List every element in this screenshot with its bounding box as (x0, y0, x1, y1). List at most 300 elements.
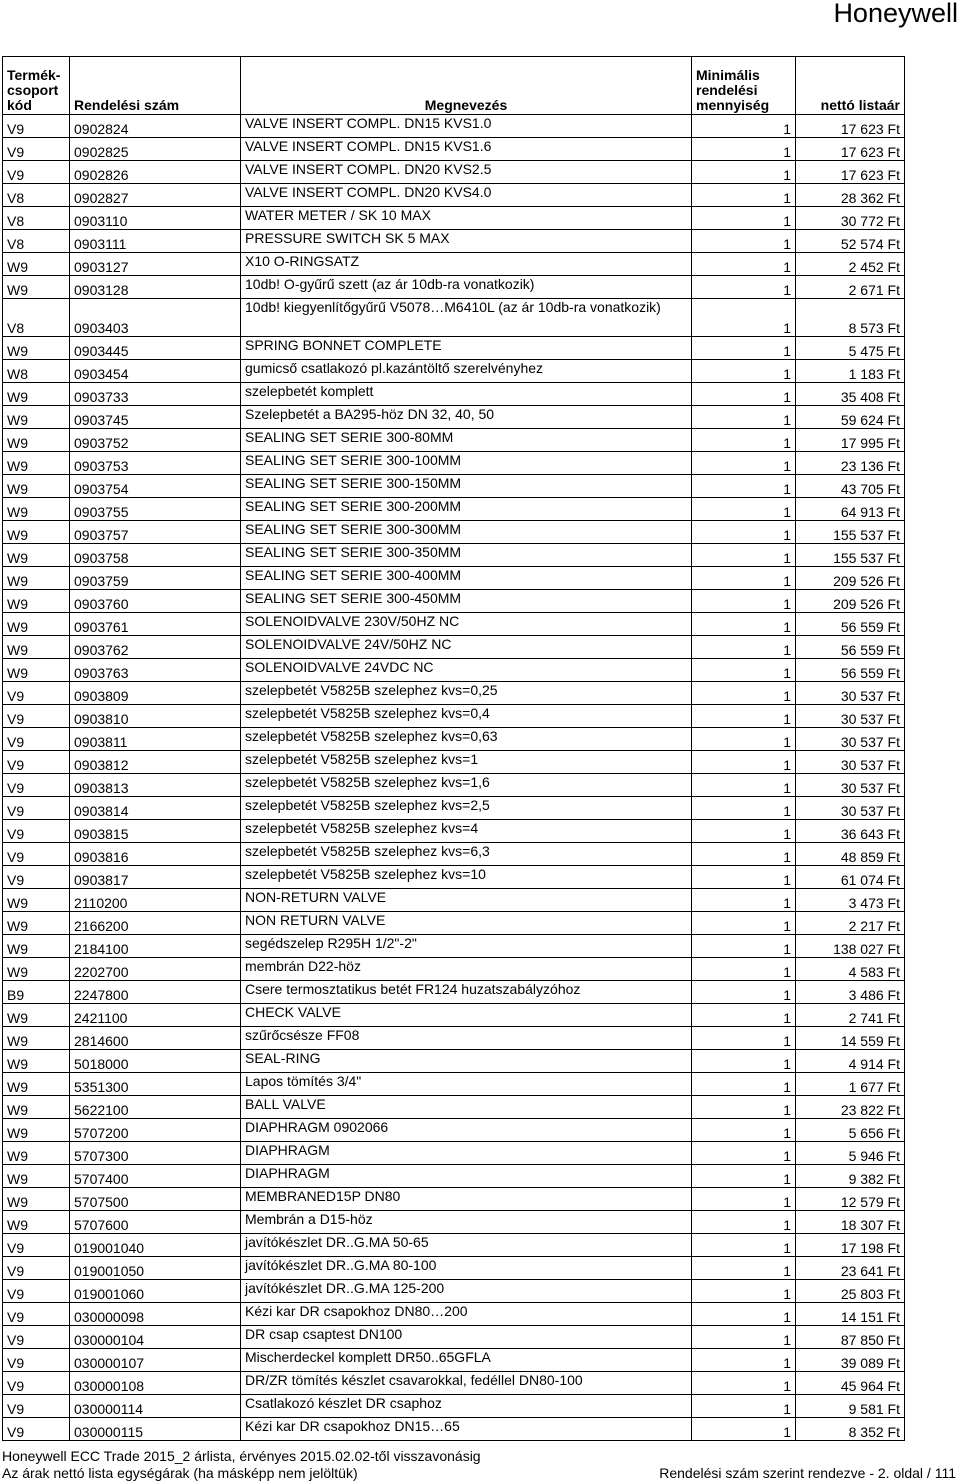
cell-min-quantity: 1 (692, 866, 796, 889)
cell-group-code: V8 (3, 299, 70, 337)
cell-min-quantity: 1 (692, 590, 796, 613)
table-row (3, 452, 905, 475)
cell-group-code: W9 (3, 935, 70, 958)
cell-net-price: 1 677 Ft (796, 1073, 905, 1096)
cell-group-code: W9 (3, 521, 70, 544)
table-row (3, 498, 905, 521)
cell-description: javítókészlet DR..G.MA 125-200 (241, 1280, 692, 1303)
table-row (3, 184, 905, 207)
cell-group-code: V9 (3, 1234, 70, 1257)
cell-order-number: 0902824 (70, 115, 241, 138)
cell-description: SEAL-RING (241, 1050, 692, 1073)
cell-description: SOLENOIDVALVE 230V/50HZ NC (241, 613, 692, 636)
cell-min-quantity: 1 (692, 337, 796, 360)
table-row (3, 475, 905, 498)
cell-order-number: 0903752 (70, 429, 241, 452)
cell-net-price: 30 537 Ft (796, 797, 905, 820)
cell-min-quantity: 1 (692, 1142, 796, 1165)
cell-net-price: 4 583 Ft (796, 958, 905, 981)
cell-order-number: 0903759 (70, 567, 241, 590)
cell-description: DR/ZR tömítés készlet csavarokkal, fedéllel DN80-100 (241, 1372, 692, 1395)
cell-order-number: 5707500 (70, 1188, 241, 1211)
table-row (3, 935, 905, 958)
cell-description: DR csap csaptest DN100 (241, 1326, 692, 1349)
cell-net-price: 5 946 Ft (796, 1142, 905, 1165)
cell-min-quantity: 1 (692, 1395, 796, 1418)
cell-description: szelepbetét V5825B szelephez kvs=0,63 (241, 728, 692, 751)
cell-min-quantity: 1 (692, 161, 796, 184)
table-row (3, 1372, 905, 1395)
price-list-table (2, 56, 905, 1441)
cell-order-number: 0903110 (70, 207, 241, 230)
table-row (3, 115, 905, 138)
cell-description: Szelepbetét a BA295-höz DN 32, 40, 50 (241, 406, 692, 429)
cell-min-quantity: 1 (692, 1050, 796, 1073)
cell-order-number: 2247800 (70, 981, 241, 1004)
cell-description: SOLENOIDVALVE 24V/50HZ NC (241, 636, 692, 659)
cell-net-price: 18 307 Ft (796, 1211, 905, 1234)
cell-group-code: W9 (3, 1165, 70, 1188)
table-row (3, 383, 905, 406)
table-row (3, 1395, 905, 1418)
table-row (3, 1073, 905, 1096)
cell-group-code: W9 (3, 544, 70, 567)
table-row (3, 1165, 905, 1188)
table-row (3, 1303, 905, 1326)
cell-description: segédszelep R295H 1/2"-2" (241, 935, 692, 958)
footer-page-info: Rendelési szám szerint rendezve - 2. oldal / 111 (659, 1465, 956, 1481)
table-row (3, 567, 905, 590)
cell-group-code: W9 (3, 1119, 70, 1142)
cell-description: Membrán a D15-höz (241, 1211, 692, 1234)
footer-notes (2, 1465, 956, 1481)
cell-description: VALVE INSERT COMPL. DN20 KVS2.5 (241, 161, 692, 184)
cell-min-quantity: 1 (692, 682, 796, 705)
cell-min-quantity: 1 (692, 1372, 796, 1395)
cell-description: szelepbetét V5825B szelephez kvs=6,3 (241, 843, 692, 866)
cell-group-code: W9 (3, 613, 70, 636)
cell-description: szűrőcsésze FF08 (241, 1027, 692, 1050)
cell-description: membrán D22-höz (241, 958, 692, 981)
cell-group-code: W9 (3, 659, 70, 682)
header-order-number: Rendelési szám (70, 57, 241, 115)
cell-min-quantity: 1 (692, 521, 796, 544)
cell-description: X10 O-RINGSATZ (241, 253, 692, 276)
cell-net-price: 30 772 Ft (796, 207, 905, 230)
cell-description: Lapos tömítés 3/4" (241, 1073, 692, 1096)
cell-order-number: 2202700 (70, 958, 241, 981)
cell-net-price: 155 537 Ft (796, 521, 905, 544)
cell-group-code: V9 (3, 728, 70, 751)
cell-description: gumicső csatlakozó pl.kazántöltő szerelvényhez (241, 360, 692, 383)
table-row (3, 751, 905, 774)
cell-net-price: 5 475 Ft (796, 337, 905, 360)
cell-group-code: V9 (3, 1349, 70, 1372)
cell-min-quantity: 1 (692, 115, 796, 138)
cell-order-number: 5018000 (70, 1050, 241, 1073)
cell-description: szelepbetét V5825B szelephez kvs=1 (241, 751, 692, 774)
table-row (3, 958, 905, 981)
cell-order-number: 0903817 (70, 866, 241, 889)
cell-min-quantity: 1 (692, 567, 796, 590)
table-row (3, 1004, 905, 1027)
cell-order-number: 0903763 (70, 659, 241, 682)
cell-net-price: 23 641 Ft (796, 1257, 905, 1280)
cell-description: szelepbetét V5825B szelephez kvs=4 (241, 820, 692, 843)
cell-group-code: W9 (3, 889, 70, 912)
header-group-code: Termék- csoport kód (3, 57, 70, 115)
cell-description: SEALING SET SERIE 300-80MM (241, 429, 692, 452)
cell-min-quantity: 1 (692, 1027, 796, 1050)
cell-group-code: V9 (3, 820, 70, 843)
cell-group-code: W9 (3, 276, 70, 299)
cell-net-price: 17 995 Ft (796, 429, 905, 452)
table-row (3, 797, 905, 820)
cell-description: Kézi kar DR csapokhoz DN15…65 (241, 1418, 692, 1441)
cell-order-number: 0903127 (70, 253, 241, 276)
table-row (3, 590, 905, 613)
cell-order-number: 019001060 (70, 1280, 241, 1303)
cell-net-price: 28 362 Ft (796, 184, 905, 207)
cell-min-quantity: 1 (692, 613, 796, 636)
cell-description: 10db! O-gyűrű szett (az ár 10db-ra vonatkozik) (241, 276, 692, 299)
cell-min-quantity: 1 (692, 659, 796, 682)
brand-logo-text: Honeywell (833, 0, 958, 28)
cell-net-price: 30 537 Ft (796, 751, 905, 774)
cell-net-price: 209 526 Ft (796, 590, 905, 613)
cell-order-number: 2421100 (70, 1004, 241, 1027)
cell-min-quantity: 1 (692, 360, 796, 383)
cell-group-code: V9 (3, 751, 70, 774)
cell-group-code: V9 (3, 1303, 70, 1326)
cell-group-code: V9 (3, 1326, 70, 1349)
cell-order-number: 0903111 (70, 230, 241, 253)
cell-group-code: W9 (3, 1096, 70, 1119)
cell-description: szelepbetét V5825B szelephez kvs=0,4 (241, 705, 692, 728)
cell-group-code: V8 (3, 207, 70, 230)
table-row (3, 1211, 905, 1234)
cell-net-price: 14 151 Ft (796, 1303, 905, 1326)
table-row (3, 337, 905, 360)
cell-description: NON RETURN VALVE (241, 912, 692, 935)
cell-min-quantity: 1 (692, 544, 796, 567)
cell-min-quantity: 1 (692, 1096, 796, 1119)
cell-net-price: 5 656 Ft (796, 1119, 905, 1142)
cell-net-price: 2 217 Ft (796, 912, 905, 935)
cell-min-quantity: 1 (692, 636, 796, 659)
cell-order-number: 5351300 (70, 1073, 241, 1096)
cell-group-code: V9 (3, 705, 70, 728)
cell-group-code: V9 (3, 161, 70, 184)
cell-description: SEALING SET SERIE 300-200MM (241, 498, 692, 521)
cell-net-price: 2 452 Ft (796, 253, 905, 276)
table-row (3, 161, 905, 184)
cell-description: szelepbetét V5825B szelephez kvs=0,25 (241, 682, 692, 705)
cell-net-price: 14 559 Ft (796, 1027, 905, 1050)
cell-net-price: 30 537 Ft (796, 705, 905, 728)
cell-description: CHECK VALVE (241, 1004, 692, 1027)
cell-net-price: 48 859 Ft (796, 843, 905, 866)
cell-group-code: W9 (3, 1188, 70, 1211)
cell-min-quantity: 1 (692, 138, 796, 161)
table-row (3, 659, 905, 682)
cell-min-quantity: 1 (692, 498, 796, 521)
cell-min-quantity: 1 (692, 452, 796, 475)
cell-group-code: W9 (3, 912, 70, 935)
cell-description: SEALING SET SERIE 300-300MM (241, 521, 692, 544)
cell-net-price: 25 803 Ft (796, 1280, 905, 1303)
cell-group-code: W9 (3, 1050, 70, 1073)
cell-min-quantity: 1 (692, 429, 796, 452)
cell-net-price: 9 382 Ft (796, 1165, 905, 1188)
cell-min-quantity: 1 (692, 299, 796, 337)
cell-net-price: 56 559 Ft (796, 636, 905, 659)
cell-net-price: 209 526 Ft (796, 567, 905, 590)
table-row (3, 1280, 905, 1303)
cell-group-code: V9 (3, 115, 70, 138)
cell-group-code: V9 (3, 1395, 70, 1418)
cell-order-number: 030000108 (70, 1372, 241, 1395)
cell-order-number: 0903762 (70, 636, 241, 659)
cell-order-number: 0903760 (70, 590, 241, 613)
cell-net-price: 30 537 Ft (796, 682, 905, 705)
cell-description: DIAPHRAGM 0902066 (241, 1119, 692, 1142)
cell-description: SEALING SET SERIE 300-400MM (241, 567, 692, 590)
cell-order-number: 0903757 (70, 521, 241, 544)
table-row (3, 1257, 905, 1280)
cell-net-price: 1 183 Ft (796, 360, 905, 383)
table-header-row (3, 57, 905, 115)
table-row (3, 406, 905, 429)
cell-description: javítókészlet DR..G.MA 50-65 (241, 1234, 692, 1257)
cell-min-quantity: 1 (692, 1326, 796, 1349)
cell-order-number: 0902826 (70, 161, 241, 184)
cell-description: Mischerdeckel komplett DR50..65GFLA (241, 1349, 692, 1372)
cell-order-number: 2814600 (70, 1027, 241, 1050)
cell-min-quantity: 1 (692, 1004, 796, 1027)
cell-description: szelepbetét komplett (241, 383, 692, 406)
cell-group-code: W9 (3, 567, 70, 590)
cell-net-price: 17 623 Ft (796, 138, 905, 161)
cell-order-number: 2166200 (70, 912, 241, 935)
cell-net-price: 155 537 Ft (796, 544, 905, 567)
cell-order-number: 0903813 (70, 774, 241, 797)
cell-min-quantity: 1 (692, 383, 796, 406)
cell-min-quantity: 1 (692, 958, 796, 981)
table-row (3, 1234, 905, 1257)
cell-order-number: 5622100 (70, 1096, 241, 1119)
cell-order-number: 5707400 (70, 1165, 241, 1188)
cell-order-number: 0903454 (70, 360, 241, 383)
cell-order-number: 0903403 (70, 299, 241, 337)
cell-min-quantity: 1 (692, 1303, 796, 1326)
cell-order-number: 2110200 (70, 889, 241, 912)
cell-min-quantity: 1 (692, 751, 796, 774)
cell-min-quantity: 1 (692, 981, 796, 1004)
cell-group-code: W9 (3, 337, 70, 360)
cell-order-number: 0903445 (70, 337, 241, 360)
cell-net-price: 59 624 Ft (796, 406, 905, 429)
cell-min-quantity: 1 (692, 475, 796, 498)
cell-description: WATER METER / SK 10 MAX (241, 207, 692, 230)
cell-order-number: 2184100 (70, 935, 241, 958)
header-min-quantity: Minimális rendelési mennyiség (692, 57, 796, 115)
table-row (3, 276, 905, 299)
cell-min-quantity: 1 (692, 935, 796, 958)
cell-order-number: 0903128 (70, 276, 241, 299)
cell-group-code: W9 (3, 498, 70, 521)
footer-price-note: Az árak nettó lista egységárak (ha másképp nem jelöltük) (2, 1465, 358, 1481)
cell-order-number: 0903811 (70, 728, 241, 751)
cell-order-number: 0903761 (70, 613, 241, 636)
cell-min-quantity: 1 (692, 1418, 796, 1441)
cell-net-price: 3 473 Ft (796, 889, 905, 912)
table-row (3, 299, 905, 337)
cell-group-code: W9 (3, 1073, 70, 1096)
cell-order-number: 5707200 (70, 1119, 241, 1142)
table-row (3, 843, 905, 866)
cell-order-number: 019001050 (70, 1257, 241, 1280)
table-row (3, 1050, 905, 1073)
cell-order-number: 0902827 (70, 184, 241, 207)
table-row (3, 1349, 905, 1372)
cell-net-price: 56 559 Ft (796, 613, 905, 636)
cell-min-quantity: 1 (692, 1257, 796, 1280)
table-row (3, 521, 905, 544)
cell-net-price: 39 089 Ft (796, 1349, 905, 1372)
cell-description: SEALING SET SERIE 300-350MM (241, 544, 692, 567)
cell-min-quantity: 1 (692, 276, 796, 299)
cell-description: DIAPHRAGM (241, 1142, 692, 1165)
cell-description: NON-RETURN VALVE (241, 889, 692, 912)
table-row (3, 207, 905, 230)
cell-description: javítókészlet DR..G.MA 80-100 (241, 1257, 692, 1280)
cell-min-quantity: 1 (692, 1073, 796, 1096)
table-row (3, 429, 905, 452)
cell-net-price: 23 136 Ft (796, 452, 905, 475)
cell-description: DIAPHRAGM (241, 1165, 692, 1188)
cell-group-code: W9 (3, 253, 70, 276)
cell-group-code: W9 (3, 590, 70, 613)
cell-net-price: 2 741 Ft (796, 1004, 905, 1027)
cell-min-quantity: 1 (692, 728, 796, 751)
cell-description: szelepbetét V5825B szelephez kvs=1,6 (241, 774, 692, 797)
cell-min-quantity: 1 (692, 889, 796, 912)
table-row (3, 981, 905, 1004)
cell-min-quantity: 1 (692, 797, 796, 820)
cell-order-number: 0902825 (70, 138, 241, 161)
cell-group-code: W9 (3, 1004, 70, 1027)
cell-description: SEALING SET SERIE 300-150MM (241, 475, 692, 498)
table-row (3, 705, 905, 728)
cell-min-quantity: 1 (692, 1234, 796, 1257)
cell-description: VALVE INSERT COMPL. DN15 KVS1.6 (241, 138, 692, 161)
cell-description: VALVE INSERT COMPL. DN15 KVS1.0 (241, 115, 692, 138)
table-row (3, 636, 905, 659)
cell-net-price: 17 623 Ft (796, 115, 905, 138)
cell-net-price: 3 486 Ft (796, 981, 905, 1004)
table-row (3, 1027, 905, 1050)
table-row (3, 1326, 905, 1349)
header-net-price: nettó listaár (796, 57, 905, 115)
header-description: Megnevezés (241, 57, 692, 115)
table-row (3, 774, 905, 797)
cell-order-number: 0903745 (70, 406, 241, 429)
cell-group-code: W9 (3, 958, 70, 981)
cell-order-number: 030000114 (70, 1395, 241, 1418)
cell-min-quantity: 1 (692, 1280, 796, 1303)
cell-net-price: 8 573 Ft (796, 299, 905, 337)
cell-order-number: 0903753 (70, 452, 241, 475)
cell-min-quantity: 1 (692, 207, 796, 230)
cell-order-number: 0903816 (70, 843, 241, 866)
table-row (3, 253, 905, 276)
cell-description: szelepbetét V5825B szelephez kvs=10 (241, 866, 692, 889)
cell-group-code: W9 (3, 452, 70, 475)
table-row (3, 889, 905, 912)
footer-validity: Honeywell ECC Trade 2015_2 árlista, érvényes 2015.02.02-től visszavonásig (2, 1448, 481, 1464)
cell-net-price: 30 537 Ft (796, 774, 905, 797)
cell-group-code: V9 (3, 797, 70, 820)
cell-group-code: W9 (3, 636, 70, 659)
cell-order-number: 030000115 (70, 1418, 241, 1441)
cell-net-price: 61 074 Ft (796, 866, 905, 889)
cell-order-number: 0903815 (70, 820, 241, 843)
cell-net-price: 30 537 Ft (796, 728, 905, 751)
cell-description: Csatlakozó készlet DR csaphoz (241, 1395, 692, 1418)
cell-group-code: W9 (3, 1211, 70, 1234)
cell-min-quantity: 1 (692, 230, 796, 253)
cell-group-code: V9 (3, 1280, 70, 1303)
cell-net-price: 23 822 Ft (796, 1096, 905, 1119)
table-row (3, 912, 905, 935)
cell-net-price: 35 408 Ft (796, 383, 905, 406)
table-row (3, 1142, 905, 1165)
cell-net-price: 43 705 Ft (796, 475, 905, 498)
table-row (3, 1188, 905, 1211)
cell-net-price: 17 198 Ft (796, 1234, 905, 1257)
cell-description: PRESSURE SWITCH SK 5 MAX (241, 230, 692, 253)
cell-net-price: 8 352 Ft (796, 1418, 905, 1441)
cell-net-price: 64 913 Ft (796, 498, 905, 521)
cell-group-code: W9 (3, 406, 70, 429)
cell-group-code: W9 (3, 1027, 70, 1050)
cell-description: Csere termosztatikus betét FR124 huzatszabályzóhoz (241, 981, 692, 1004)
cell-min-quantity: 1 (692, 1119, 796, 1142)
cell-order-number: 030000107 (70, 1349, 241, 1372)
cell-order-number: 5707300 (70, 1142, 241, 1165)
table-row (3, 1119, 905, 1142)
cell-description: SOLENOIDVALVE 24VDC NC (241, 659, 692, 682)
cell-net-price: 4 914 Ft (796, 1050, 905, 1073)
cell-group-code: V9 (3, 866, 70, 889)
cell-order-number: 0903809 (70, 682, 241, 705)
cell-description: VALVE INSERT COMPL. DN20 KVS4.0 (241, 184, 692, 207)
cell-description: SEALING SET SERIE 300-100MM (241, 452, 692, 475)
table-row (3, 866, 905, 889)
cell-net-price: 9 581 Ft (796, 1395, 905, 1418)
cell-net-price: 138 027 Ft (796, 935, 905, 958)
table-row (3, 230, 905, 253)
cell-min-quantity: 1 (692, 774, 796, 797)
cell-group-code: V9 (3, 774, 70, 797)
cell-order-number: 0903814 (70, 797, 241, 820)
cell-description: SPRING BONNET COMPLETE (241, 337, 692, 360)
cell-description: Kézi kar DR csapokhoz DN80…200 (241, 1303, 692, 1326)
cell-group-code: W9 (3, 1142, 70, 1165)
cell-min-quantity: 1 (692, 843, 796, 866)
cell-net-price: 17 623 Ft (796, 161, 905, 184)
